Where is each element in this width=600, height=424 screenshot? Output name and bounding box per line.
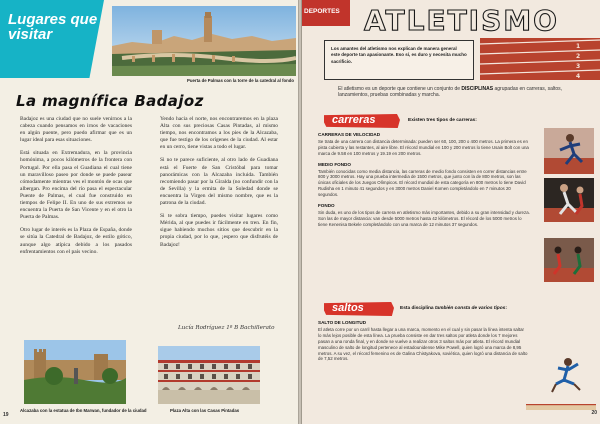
plaza-caption: Plaza Alta con las Casas Pintadas [170,408,240,413]
article-column-2 [160,116,278,255]
item-heading: FONDO [318,203,335,209]
paragraph: Si no te parece suficiente, al otro lado de Guadiana está el Fuerte de San Cristóbal para tomar panorámicas con la Alcazaba incluida. También recomiendo pasar por la Giralda (no confundir con la de Sevilla) y la ermita de la Soledad donde se encuentra la Virgen del mismo nombre, que es la patrona de la ciudad. [160,157,278,207]
page-number: 20 [591,410,597,416]
article-column-1 [20,116,132,262]
hero-photo-puerta-palmas [112,6,296,76]
section-tab-label: DEPORTES [304,8,340,15]
photo-plaza-alta [158,346,260,404]
article-title: ATLETISMO [364,4,559,37]
intro-text: Los amantes del atletismo nos explican de manera general este deporte tan apasionante. Eso sí, es duro y necesita mucho sacrificio. [331,46,467,64]
saltos-heading: saltos [332,302,364,314]
carreras-subtitle: Existen tres tipos de carreras: [408,118,477,123]
article-title: La magnífica Badajoz [16,92,204,110]
section-tab [300,0,350,26]
intro-box [324,40,474,80]
saltos-subtitle: Esta disciplina también consta de varios tipos: [400,306,507,311]
item-text: También conocidas como media distancia, las carreras de medio fondo consisten en correr distancias entre 800 y 3000 metros. Hay una prueba intermedia de 1500 metros, que junto con la de 800 metros, son las únicas oficiales de los Juegos Olímpicos. El récord mundial de esta categoría en 800 metros lo tiene David Rudisha en 1 minuto 41 segundos y en 3000 metros Daniel Komen completándolo en 7 minutos 20 segundos. [318,168,527,198]
book-spine [298,0,302,424]
svg-text:3: 3 [576,63,581,70]
svg-text:1: 1 [576,43,581,50]
item-heading: CARRERAS DE VELOCIDAD [318,132,381,137]
author-signature: Lucía Rodríguez 1º B Bachillerato [178,325,275,331]
item-text: Sin duda, es uno de los tipos de carrera en atletismo más importantes, debido a su gran intensidad y dureza. Son las de mayor distancia: van desde 5000 metros hasta 42 kilómetros. El récord de los 5000 metros lo tiene Kenenisa Bekele completándolo con una marca de 12 minutos 37 segundos. [318,209,530,227]
right-page [300,0,600,424]
carreras-body [318,132,532,233]
carreras-heading: carreras [332,114,376,126]
paragraph: Badajoz es una ciudad que no suele venirnos a la cabeza cuando pensamos en irnos de vacaciones en algún puente, pero puedo afirmar que es un lugar ideal para esas situaciones. [20,116,132,144]
page-number: 19 [3,412,9,418]
hero-caption: Puerta de Palmas con la torre de la catedral al fondo [187,78,294,83]
badge-title: Lugares que visitar [8,11,98,43]
paragraph: Otro lugar de interés es la Plaza de España, donde se sitúa la Catedral de Badajoz, de estilo gótico, aunque algo atípica debido a los pasados enfrentamientos con el país vecino. [20,227,132,255]
item-text: El atleta corre por un carril hasta llegar a una marca, momento en el cual y sin pasar la línea intenta saltar lo más lejos posible de esta línea. La prueba consiste en dar tres saltos por atleta donde los 7 mejores pasan a una ronda final, y en donde se vuelve a realizar otros 3 saltos más por atleta. El récord mundial masculino de salto de longitud pertenece al estadounidense Mike Powell, quien logró una marca de 8,95 metros. A su vez, el récord femenino es de Galina Chistyakova, soviética, quien logró una distancia de salto de 7,52 metros. [318,326,528,362]
alcazaba-caption: Alcazaba con la estatua de Ibn Marwan, fundador de la ciudad [20,408,147,413]
long-distance-photo [544,238,594,282]
saltos-body [318,320,528,367]
long-jump-illustration [526,352,596,416]
item-heading: MEDIO FONDO [318,161,351,167]
item-heading: SALTO DE LONGITUD [318,320,367,325]
track-photo [480,38,600,80]
item-text: Se trata de una carrera con distancia determinada: pueden ser 60, 100, 200 o 400 metros. La primera es en pista cubierta y las restantes, al aire libre. El récord mundial en 100 y 200 metros lo tiene Usain Bolt con una marca de 9.58 en 100 metros y 19.19 en 200 metros. [318,138,529,156]
definition-bold: DISCIPLINAS [461,86,494,92]
paragraph: Yendo hacia el norte, nos encontraremos en la plaza Alta con sus preciosas Casas Pintadas, al mismo tiempo, nos encontramos a los pies de la Alcazaba, que fue testigo de los orígenes de la ciudad. Al estar en un cerro, tiene vistas a todo el lugar. [160,116,278,151]
definition-paragraph: El atletismo es un deporte que contiene un conjunto de DISCIPLINAS agrupadas en carreras, saltos, lanzamientos, pruebas combinadas y marcha. [338,86,563,99]
sprint-photo [544,128,594,174]
svg-text:2: 2 [576,53,581,60]
middle-distance-photo [544,178,594,222]
paragraph: Si te sobra tiempo, puedes visitar lugares como Mérida, al que puedes ir fácilmente en tren. En fin, sigue habiendo muchos sitios que descubrir en la propia ciudad, por lo que, ¡espero que disfrutéis de Badajoz! [160,213,278,248]
svg-text:4: 4 [576,73,581,80]
paragraph: Está situada en Extremadura, en la provincia homónima, a pocos kilómetros de la frontera con Portugal. Por ella pasa el Guadiana el cual tiene un maravilloso paseo por donde se puede pasear cómodamente mientras ves el montón de ocas que albergan. Pro encima del río pasa el espectacular Puente de Palmas, el cual fue construido en tiempos de Felipe II. En uno de sus extremos se encuentra la Puerta de San Vicente y en el otro la Puerta de Palmas. [20,150,132,221]
photo-alcazaba [24,340,126,404]
